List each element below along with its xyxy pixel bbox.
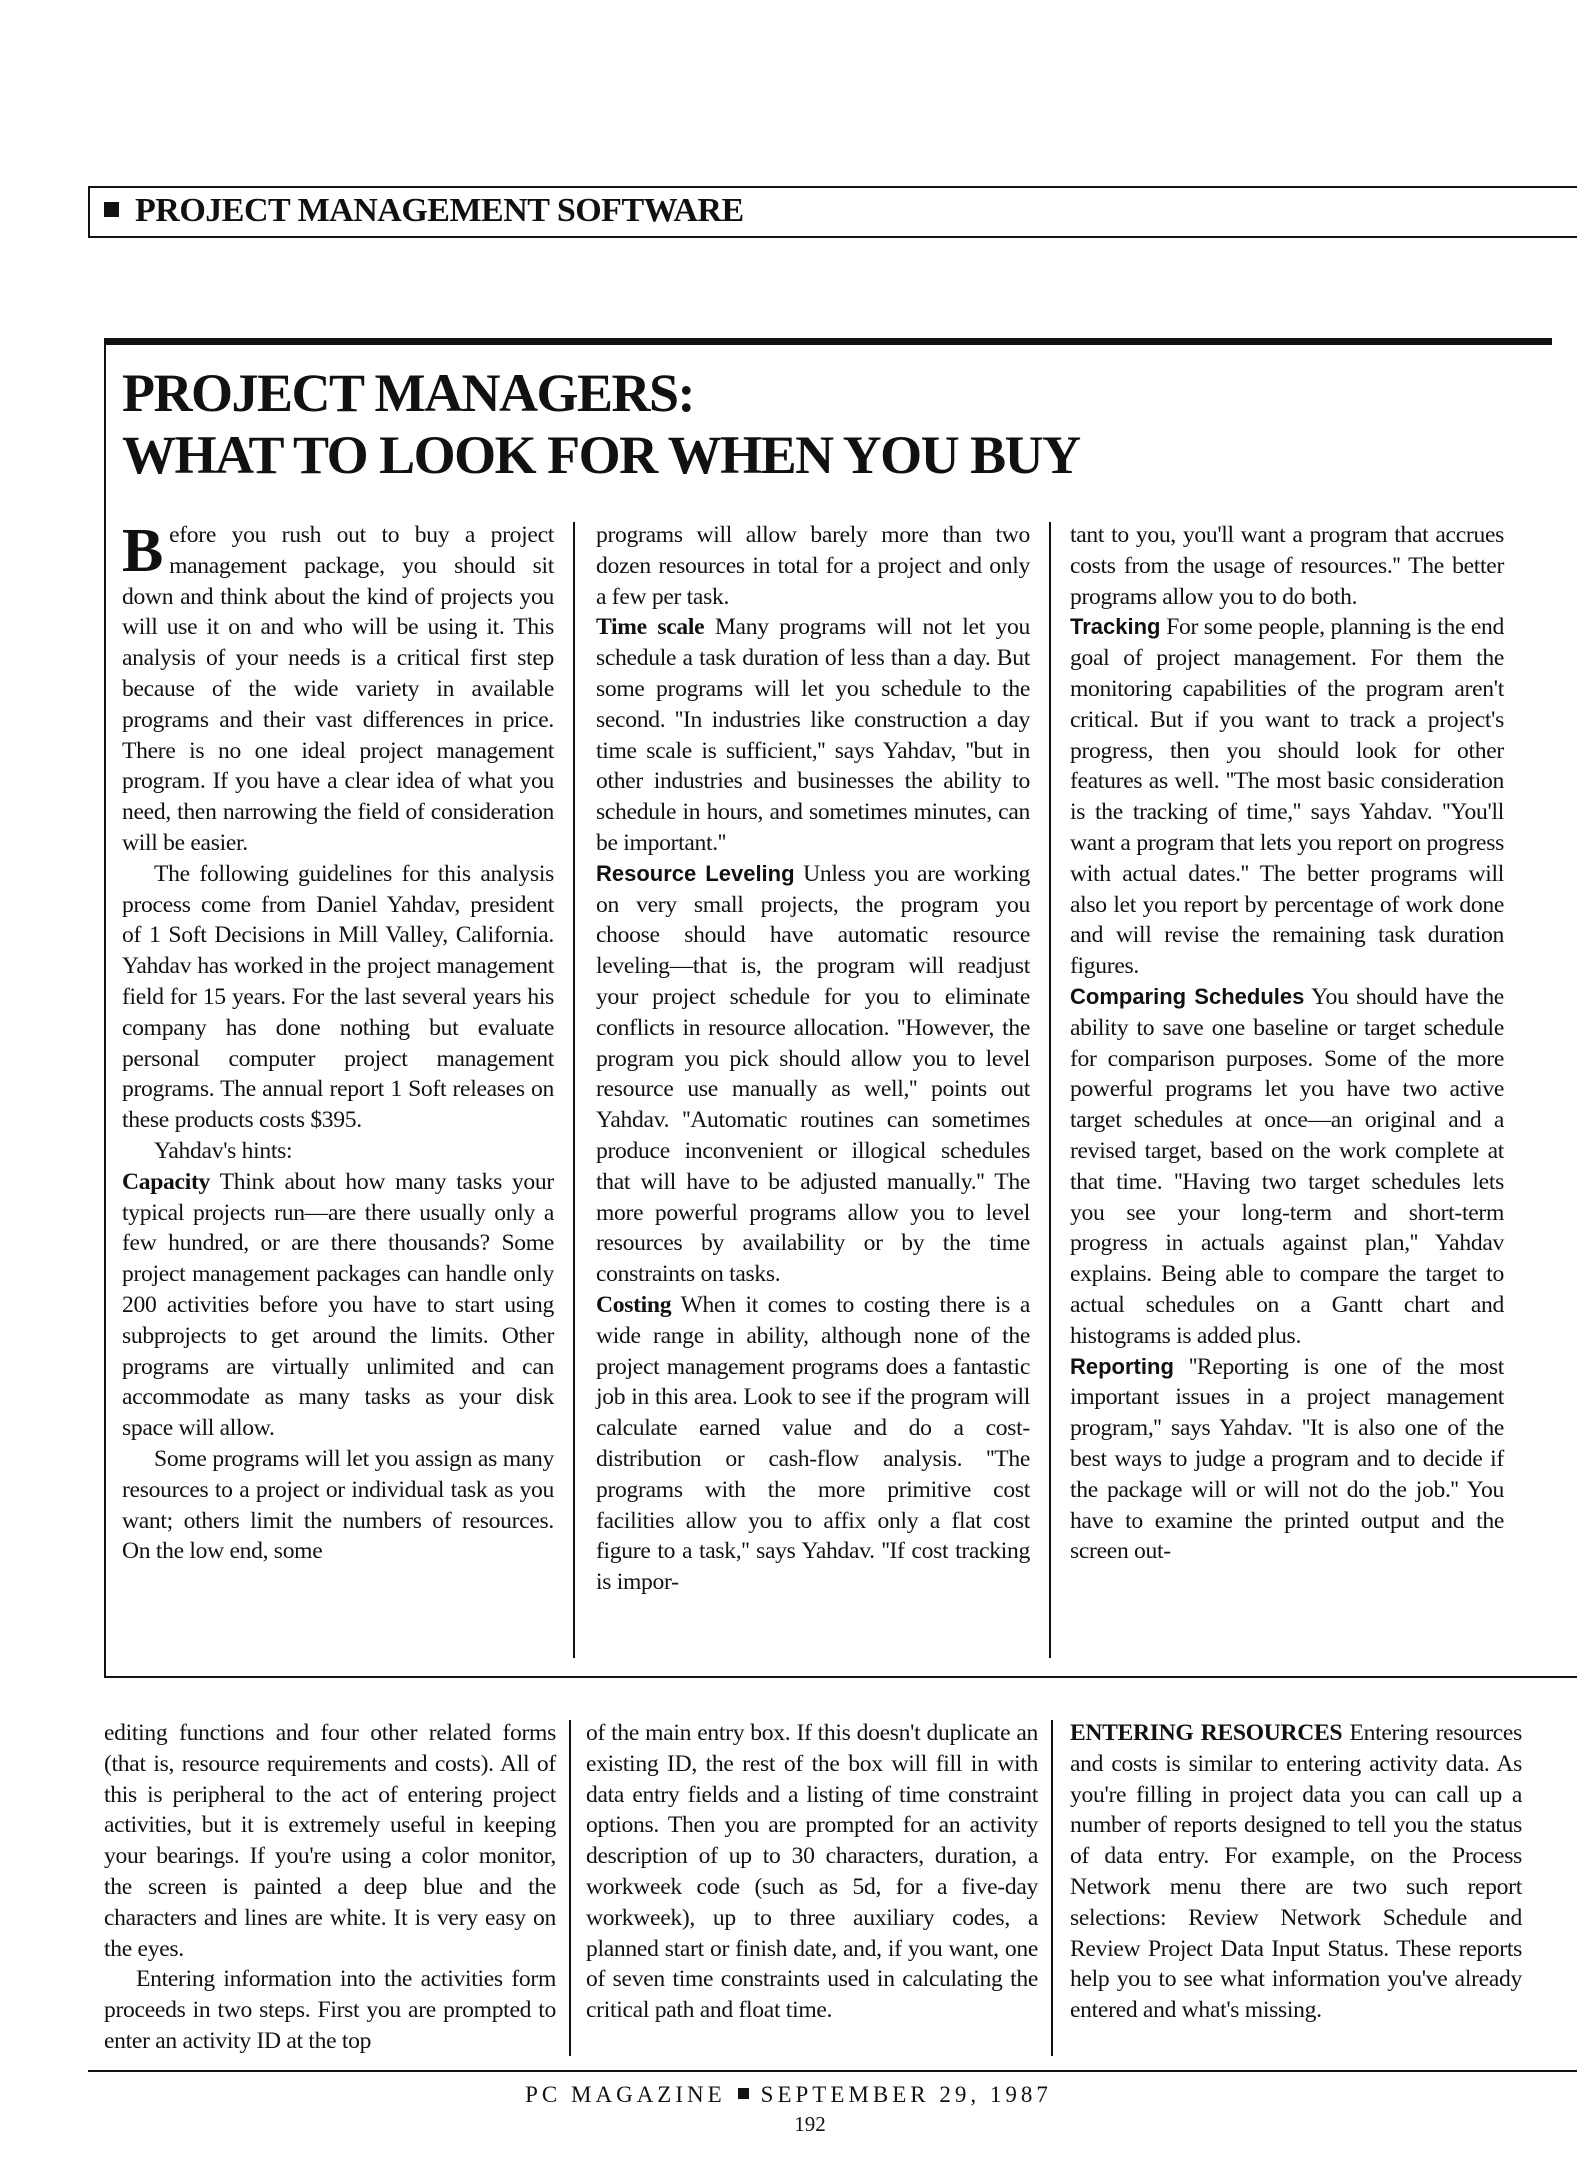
sidebar-rule-top (104, 338, 1552, 345)
timescale-text: Many programs will not let you schedule a task duration of less than a day. But some programs will let you schedule to the second. ''In industries like construction a day time scale is sufficient,'' says Yahdav, ''but in other industries and businesses the ability to schedule in hours, and sometimes minutes, can be important.'' (596, 614, 1030, 856)
dropcap: B (122, 517, 164, 585)
reporting-heading: Reporting (1070, 1353, 1174, 1379)
body-col1-paragraph-2: Entering information into the activities form proceeds in two steps. First you are prompted to enter an activity ID at the top (104, 1966, 556, 2054)
sidebar-column-3 (1070, 520, 1504, 1567)
folio-date: SEPTEMBER 29, 1987 (760, 2082, 1052, 2107)
sidebar-comparing-paragraph (1070, 982, 1504, 1352)
sidebar-col2-continuation: programs will allow barely more than two dozen resources in total for a project and only a few per task. (596, 522, 1030, 610)
sidebar-hints-intro: Yahdav's hints: (154, 1137, 293, 1164)
body-column-2 (586, 1718, 1038, 2026)
body-col3-paragraph-1 (1070, 1718, 1522, 2026)
entering-resources-text: Entering resources and costs is similar to entering activity data. As you're filling in project data you can call up a number of reports designed to tell you the status of data entry. For example, on the Process Network menu there are two such report selections: Review Network Schedule and Review Project Data Input Status. These reports help you to see what information you've already entered and what's missing. (1070, 1720, 1522, 2024)
folio (0, 2082, 1577, 2108)
sidebar-intro-paragraph (122, 517, 554, 859)
header-rule-left (88, 186, 90, 238)
tracking-text: For some people, planning is the end goal of project management. For them the monitoring capabilities of the program aren't critical. But if you want to track a project's progress, then you should look for other features as well. ''The most basic consideration is the tracking of time,'' says Yahdav. ''You'll want a program that lets you report on progress with actual dates.'' The better programs will also let you report by percentage of work done and will revise the remaining task duration figures. (1070, 614, 1504, 980)
sidebar-leveling-paragraph (596, 859, 1030, 1290)
section-header-label: PROJECT MANAGEMENT SOFTWARE (135, 192, 744, 229)
header-rule-top (88, 186, 1577, 188)
folio-separator (738, 2088, 749, 2099)
costing-text: When it comes to costing there is a wide range in ability, although none of the project management programs does a fantastic job in this area. Look to see if the program will calculate earned value and do a cost-distribution or cash-flow analysis. ''The programs with the more primitive cost facilities allow you to affix only a flat cost figure to a task,'' says Yahdav. ''If cost tracking is impor- (596, 1291, 1030, 1596)
reporting-text: ''Reporting is one of the most important issues in a project management program,'' says Yahdav. ''It is also one of the best ways to judge a program and to decide if the package will or will not do the job.'' You have to examine the printed output and the screen out- (1070, 1353, 1504, 1565)
section-bullet (104, 202, 119, 217)
body-column-3 (1070, 1718, 1522, 2026)
section-header (104, 192, 744, 230)
leveling-text: Unless you are working on very small projects, the program you choose should have automatic resource leveling—that is, the program will readjust your project schedule for you to eliminate conflicts in resource allocation. ''However, the program you pick should allow you to level resource use manually as well,'' points out Yahdav. ''Automatic routines can sometimes produce inconvenient or illogical schedules that will have to be adjusted manually.'' The more powerful programs allow you to level resources by availability or by the time constraints on tasks. (596, 860, 1030, 1288)
timescale-heading: Time scale (596, 614, 705, 641)
body-column-1 (104, 1718, 556, 2057)
sidebar-tracking-paragraph (1070, 612, 1504, 982)
costing-heading: Costing (596, 1291, 672, 1318)
sidebar-col-divider-1 (573, 522, 575, 1658)
folio-magazine: PC MAGAZINE (525, 2082, 726, 2107)
sidebar-column-2 (596, 520, 1030, 1598)
sidebar-timescale-paragraph (596, 612, 1030, 858)
sidebar-title-line2: WHAT TO LOOK FOR WHEN YOU BUY (122, 425, 1080, 485)
sidebar-guidelines-paragraph: The following guidelines for this analysis process come from Daniel Yahdav, president of 1 Soft Decisions in Mill Valley, California. Yahdav has worked in the project management field for 15 years. For the last several years his company has done nothing but evaluate personal computer project management programs. The annual report 1 Soft releases on these products costs $395. (122, 860, 554, 1134)
comparing-heading: Comparing Schedules (1070, 983, 1305, 1009)
sidebar-intro-text: efore you rush out to buy a project management package, you should sit down and think about the kind of projects you will use it on and who will be using it. This analysis of your needs is a critical first step because of the wide variety in available programs and their vast differences in price. There is no one ideal project management program. If you have a clear idea of what you need, then narrowing the field of consideration will be easier. (122, 522, 554, 856)
sidebar-title (122, 362, 1080, 486)
body-col1-paragraph-1: editing functions and four other related forms (that is, resource requirements and costs). All of this is peripheral to the act of entering project activities, but it is extremely useful in keeping your bearings. If you're using a color monitor, the screen is painted a deep blue and the characters and lines are white. It is very easy on the eyes. (104, 1720, 556, 1962)
sidebar-col-divider-2 (1049, 522, 1051, 1658)
capacity-heading: Capacity (122, 1168, 211, 1195)
sidebar-reporting-paragraph (1070, 1352, 1504, 1568)
leveling-heading: Resource Leveling (596, 860, 795, 886)
footer-rule (88, 2070, 1577, 2072)
body-col2-paragraph-1: of the main entry box. If this doesn't duplicate an existing ID, the rest of the box will fill in with data entry fields and a listing of time constraint options. Then you are prompted for an activity description of up to 30 characters, duration, a workweek code (such as 5d, for a five-day workweek), up to three auxiliary codes, a planned start or finish date, and, if you want, one of seven time constraints used in calculating the critical path and float time. (586, 1720, 1038, 2024)
comparing-text: You should have the ability to save one baseline or target schedule for comparison purposes. Some of the more powerful programs let you have two active target schedules at once—an original and a revised target, based on the work complete at that time. ''Having two target schedules lets you see your long-term and short-term progress in actuals against plan,'' Yahdav explains. Being able to compare the target to actual schedules on a Gantt chart and histograms is added plus. (1070, 983, 1504, 1349)
sidebar-col3-continuation: tant to you, you'll want a program that accrues costs from the usage of resources.'' The better programs allow you to do both. (1070, 522, 1504, 610)
page-number: 192 (794, 2112, 826, 2136)
sidebar-rule-bottom (104, 1676, 1577, 1678)
sidebar-capacity-paragraph (122, 1167, 554, 1444)
entering-resources-heading: ENTERING RESOURCES (1070, 1720, 1343, 1746)
body-col-divider-1 (569, 1720, 571, 2056)
sidebar-title-line1: PROJECT MANAGERS: (122, 363, 695, 423)
sidebar-resources-paragraph: Some programs will let you assign as many resources to a project or individual task as you want; others limit the numbers of resources. On the low end, some (122, 1445, 554, 1565)
capacity-text: Think about how many tasks your typical projects run—are there usually only a few hundred, or are there thousands? Some project management packages can handle only 200 activities before you have to start using subprojects to get around the limits. Other programs are virtually unlimited and can accommodate as many tasks as your disk space will allow. (122, 1168, 554, 1442)
tracking-heading: Tracking (1070, 614, 1161, 640)
sidebar-costing-paragraph (596, 1290, 1030, 1598)
sidebar-column-1 (122, 517, 554, 1567)
header-rule-bottom (88, 236, 1577, 238)
sidebar-rule-left (104, 338, 106, 1678)
body-col-divider-2 (1051, 1720, 1053, 2056)
